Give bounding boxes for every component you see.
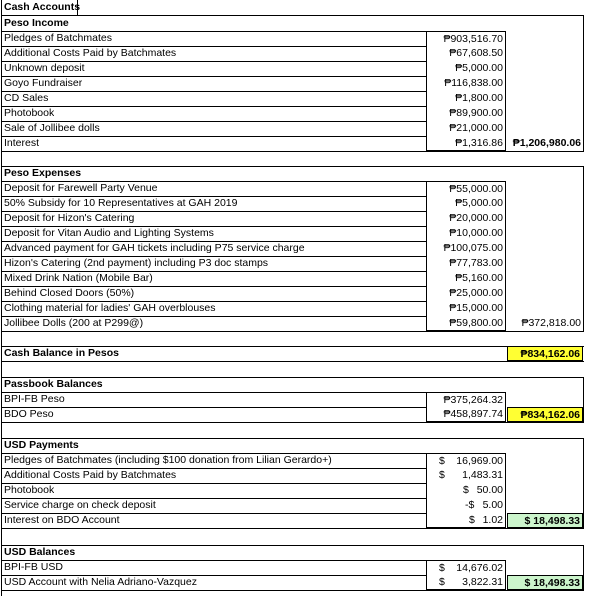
amount: 1.02 (482, 514, 503, 526)
usd-payment-value (426, 513, 506, 528)
row-line (1, 136, 426, 137)
amount: 14,676.02 (456, 562, 503, 574)
expense-label: 50% Subsidy for 10 Representatives at GAH 2019 (4, 197, 238, 209)
usd-payment-value (426, 468, 506, 483)
income-label: Additional Costs Paid by Batchmates (4, 47, 177, 59)
expenses-bottom-border (1, 331, 584, 332)
expenses-top-border (1, 166, 584, 167)
passbook-label: BPI-FB Peso (4, 393, 65, 405)
expense-label: Advanced payment for GAH tickets including P75 service charge (4, 242, 305, 254)
expense-label: Behind Closed Doors (50%) (4, 287, 135, 299)
row-line (1, 392, 426, 393)
row-line (1, 560, 426, 561)
passbook-value: ₱375,264.32 (426, 392, 506, 407)
usd-payment-value (426, 453, 506, 468)
expense-label: Mixed Drink Nation (Mobile Bar) (4, 272, 153, 284)
usd-balances-total: $ 18,498.33 (507, 575, 583, 590)
usd-payment-label: Interest on BDO Account (4, 514, 120, 526)
row-line (1, 106, 426, 107)
income-value: ₱116,838.00 (426, 76, 506, 91)
peso-expenses-total: ₱372,818.00 (521, 317, 581, 329)
currency-symbol: -$ (465, 499, 475, 511)
amount: 1,483.31 (462, 469, 503, 481)
amount: 50.00 (476, 484, 503, 496)
usd-balances-header: USD Balances (4, 546, 76, 558)
usd-payments-top-border (1, 438, 584, 439)
expense-value: ₱77,783.00 (426, 256, 506, 271)
income-label: Interest (4, 137, 40, 149)
expense-value: ₱10,000.00 (426, 226, 506, 241)
usd-payment-value (426, 498, 506, 513)
peso-income-total: ₱1,206,980.06 (512, 137, 581, 149)
usd-payment-value (426, 483, 506, 498)
expenses-right-border (583, 166, 584, 332)
peso-expenses-header: Peso Expenses (4, 167, 82, 179)
income-value: ₱67,608.50 (426, 46, 506, 61)
income-value: ₱1,800.00 (426, 91, 506, 106)
usd-payment-label: Service charge on check deposit (4, 499, 156, 511)
cash-balance-total: ₱834,162.06 (507, 346, 583, 361)
passbook-value: ₱458,897.74 (426, 407, 506, 422)
expense-value: ₱55,000.00 (426, 181, 506, 196)
income-value: ₱1,316.86 (426, 136, 506, 151)
income-label: Photobook (4, 107, 55, 119)
expense-value: ₱5,160.00 (426, 271, 506, 286)
expense-value: ₱20,000.00 (426, 211, 506, 226)
usd-payments-total: $ 18,498.33 (507, 513, 583, 528)
row-line (1, 91, 426, 92)
income-label: Sale of Jollibee dolls (4, 122, 100, 134)
cash-balance-label: Cash Balance in Pesos (4, 347, 119, 359)
peso-income-header: Peso Income (4, 17, 69, 29)
income-label: Pledges of Batchmates (4, 32, 112, 44)
usd-balances-bottom-border (1, 590, 584, 591)
expense-value: ₱59,800.00 (426, 316, 506, 331)
usd-balance-label: USD Account with Nelia Adriano-Vazquez (4, 576, 197, 588)
income-value: ₱903,516.70 (426, 31, 506, 46)
currency-symbol: $ (469, 514, 475, 526)
row-line (1, 483, 426, 484)
usd-balances-top-border (1, 545, 584, 546)
usd-payments-header: USD Payments (4, 439, 79, 451)
currency-symbol: $ (439, 469, 445, 481)
income-value: ₱5,000.00 (426, 61, 506, 76)
currency-symbol: $ (439, 455, 445, 467)
passbook-total: ₱834,162.06 (507, 407, 583, 422)
expense-label: Deposit for Hizon's Catering (4, 212, 135, 224)
currency-symbol: $ (439, 562, 445, 574)
sheet-title: Cash Accounts (4, 1, 81, 13)
left-border (1, 0, 2, 596)
expense-label: Jollibee Dolls (200 at P299@) (4, 317, 144, 329)
row-line (1, 407, 426, 408)
usd-balance-value (426, 560, 506, 575)
income-top-border (1, 15, 584, 16)
passbook-right-border (583, 377, 584, 423)
expense-value: ₱15,000.00 (426, 301, 506, 316)
usd-balances-right-border (583, 545, 584, 591)
expense-value: ₱100,075.00 (426, 241, 506, 256)
income-label: CD Sales (4, 92, 49, 104)
amount: 3,822.31 (462, 576, 503, 588)
usd-payment-label: Additional Costs Paid by Batchmates (4, 469, 177, 481)
income-label: Unknown deposit (4, 62, 85, 74)
usd-balance-value (426, 575, 506, 590)
expense-label: Clothing material for ladies' GAH overblouses (4, 302, 216, 314)
expense-value: ₱25,000.00 (426, 286, 506, 301)
usd-payments-right-border (583, 438, 584, 529)
income-right-border (583, 15, 584, 151)
amount: 5.00 (482, 499, 503, 511)
usd-balance-label: BPI-FB USD (4, 561, 63, 573)
passbook-header: Passbook Balances (4, 378, 103, 390)
expense-label: Deposit for Farewell Party Venue (4, 182, 158, 194)
usd-payment-label: Pledges of Batchmates (including $100 donation from Lilian Gerardo+) (4, 454, 332, 466)
currency-symbol: $ (439, 576, 445, 588)
amount: 16,969.00 (456, 455, 503, 467)
expense-label: Deposit for Vitan Audio and Lighting Systems (4, 227, 214, 239)
passbook-bottom-border (1, 422, 584, 423)
income-bottom-border (1, 151, 584, 152)
currency-symbol: $ (463, 484, 469, 496)
income-value: ₱21,000.00 (426, 121, 506, 136)
income-label: Goyo Fundraiser (4, 77, 83, 89)
income-value: ₱89,900.00 (426, 106, 506, 121)
usd-payment-label: Photobook (4, 484, 55, 496)
expense-label: Hizon's Catering (2nd payment) including P3 doc stamps (4, 257, 269, 269)
cash-balance-bottom-border (1, 361, 584, 362)
passbook-label: BDO Peso (4, 408, 54, 420)
usd-payments-bottom-border (1, 528, 584, 529)
expense-value: ₱5,000.00 (426, 196, 506, 211)
